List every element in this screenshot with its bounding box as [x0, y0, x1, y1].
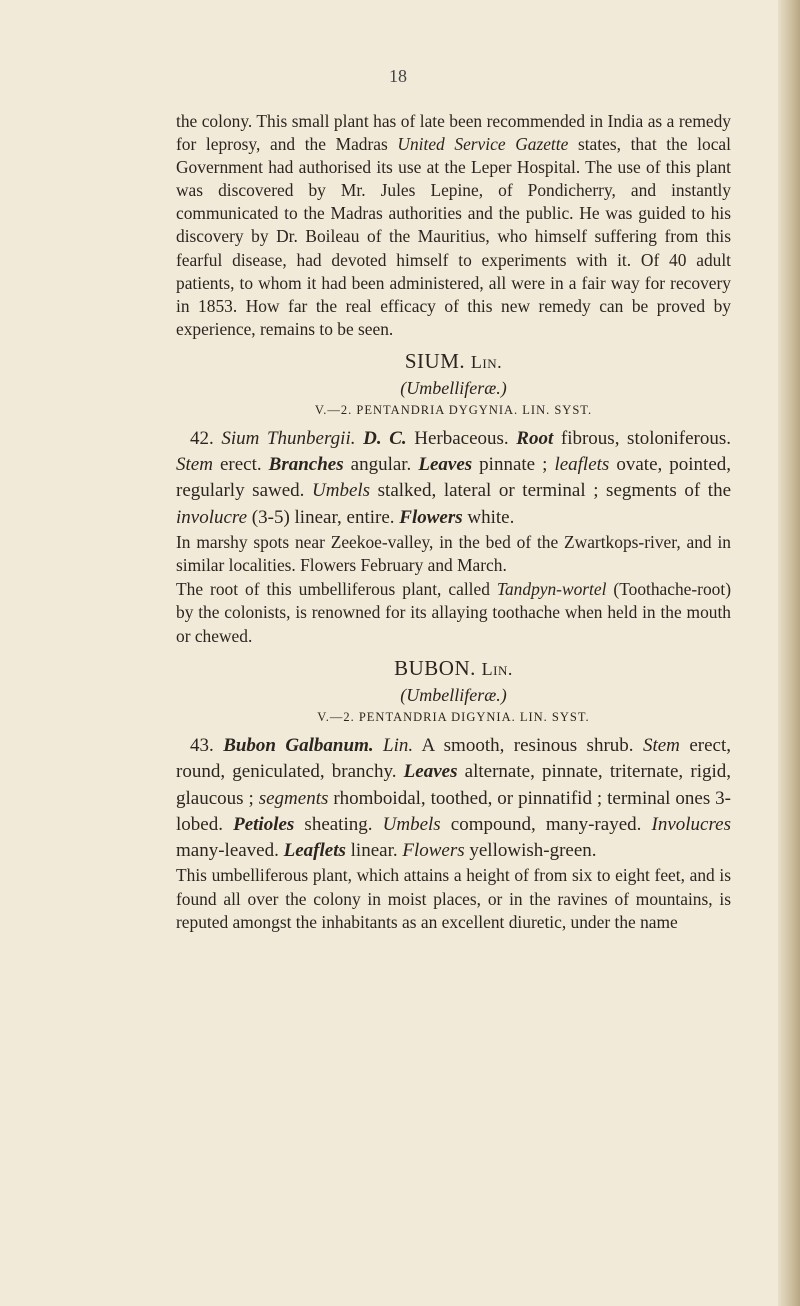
usage-note: This umbelliferous plant, which attains a height of from six to eight feet, and is found all over the colony in moist places, or in the ravines of mountains, is reputed amongst the inhabitants as an excellent diuretic, under the name: [176, 865, 731, 933]
desc-text: angular.: [343, 454, 419, 476]
desc-text: compound, many-rayed.: [440, 813, 652, 835]
desc-term: leaflets: [554, 454, 610, 476]
desc-term: Leaflets: [283, 840, 346, 862]
species-authority: D. C.: [363, 427, 407, 449]
desc-text: rhomboidal, toothed, or pinnatifid ; terminal ones 3-lobed.: [176, 787, 731, 835]
desc-text: white.: [462, 506, 515, 528]
desc-term: Umbels: [382, 813, 441, 835]
species-authority: Lin.: [383, 735, 414, 757]
species-name: Sium Thunbergii.: [221, 427, 356, 449]
desc-text: ovate, pointed, regularly sawed.: [176, 454, 732, 502]
desc-term: Stem: [176, 454, 213, 476]
species-description: [176, 426, 731, 531]
desc-text: linear.: [345, 840, 403, 862]
intro-paragraph: [176, 110, 731, 341]
species-number: 42.: [190, 427, 214, 449]
desc-term: Flowers: [402, 840, 465, 862]
note-text: (Toothache-root) by the colonists, is renowned for its allaying toothache when held in the mouth or chewed.: [176, 578, 731, 646]
species-name: Bubon Galbanum.: [223, 735, 374, 757]
usage-note: [176, 578, 731, 649]
desc-term: Stem: [642, 735, 680, 757]
desc-text: erect.: [212, 454, 269, 476]
classification-line: V.—2. PENTANDRIA DYGYNIA. LIN. SYST.: [314, 402, 593, 417]
intro-text-a: the colony. This small plant has of late been recommended in India as a remedy for leprosy, and the Madras: [176, 111, 731, 155]
intro-section: [176, 110, 731, 341]
genus-heading-sium: [176, 349, 731, 374]
desc-text: pinnate ;: [472, 454, 555, 476]
desc-term: Petioles: [233, 813, 295, 835]
desc-term: Flowers: [399, 506, 463, 528]
sium-section: [176, 349, 731, 648]
genus-heading-bubon: [176, 656, 731, 681]
family-name: (Umbelliferæ.): [400, 685, 507, 706]
genus-authority: Lin.: [470, 351, 503, 372]
vernacular-name: Tandpyn-wortel: [496, 578, 607, 599]
desc-text: (3-5) linear, entire.: [247, 506, 400, 528]
desc-text: fibrous, stoloniferous.: [553, 427, 732, 449]
desc-term: Involucres: [651, 813, 731, 835]
page-edge: [778, 0, 800, 1306]
habitat-note: In marshy spots near Zeekoe-valley, in the bed of the Zwartkops-river, and in similar localities. Flowers February and March.: [176, 531, 731, 576]
desc-text: sheating.: [294, 813, 383, 835]
desc-term: Umbels: [312, 480, 371, 502]
species-entry: [176, 426, 731, 648]
desc-text: stalked, lateral or terminal ; segments of the: [370, 480, 731, 502]
desc-text: many-leaved.: [176, 840, 284, 862]
genus-name: SIUM.: [404, 348, 466, 373]
desc-term: involucre: [176, 506, 248, 528]
desc-term: Root: [516, 427, 554, 449]
species-description: [176, 733, 731, 864]
desc-term: segments: [258, 787, 329, 809]
desc-text: alternate, pinnate, triternate, rigid, glaucous ;: [176, 761, 731, 809]
intro-text-b: states, that the local Government had authorised its use at the Leper Hospital. The use of this plant was discovered by Mr. Jules Lepine, of Pondicherry, and instantly communicated to the Madras authorities and the public. He was guided to his discovery by Dr. Boileau of the Mauritius, who himself suffering from this fearful disease, had devoted himself to experiments with it. Of 40 adult patients, to whom it had been administered, all were in a fair way for recovery in 1853. How far the real efficacy of this new remedy can be proved by experience, remains to be seen.: [176, 134, 731, 339]
desc-term: Leaves: [418, 454, 473, 476]
page-number: 18: [389, 66, 407, 86]
desc-text: A smooth, resinous shrub.: [413, 735, 643, 757]
note-text: The root of this umbelliferous plant, called: [176, 578, 497, 599]
desc-text: yellowish-green.: [464, 840, 597, 862]
species-number: 43.: [190, 735, 214, 757]
desc-text: Herbaceous.: [406, 427, 517, 449]
species-entry: [176, 733, 731, 935]
family-name: (Umbelliferæ.): [400, 377, 507, 398]
desc-term: Branches: [268, 454, 344, 476]
genus-authority: Lin.: [481, 659, 513, 680]
gazette-title: United Service Gazette: [397, 134, 569, 155]
desc-term: Leaves: [403, 761, 458, 783]
desc-text: erect, round, geniculated, branchy.: [176, 735, 731, 783]
classification-line: V.—2. PENTANDRIA DIGYNIA. LIN. SYST.: [317, 710, 590, 725]
genus-name: BUBON.: [394, 656, 476, 681]
bubon-section: [176, 656, 731, 935]
page-text: [176, 110, 731, 935]
